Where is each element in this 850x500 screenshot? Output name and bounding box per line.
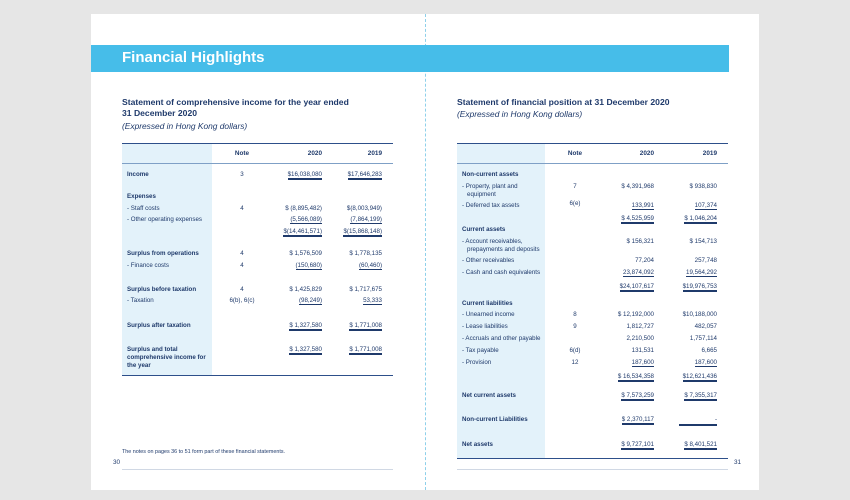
- row-label-receivables: - Account receivables, prepayments and deposits: [462, 238, 540, 253]
- row-label-current-assets: Current assets: [462, 226, 506, 233]
- page-footer-rule-right: [457, 469, 728, 470]
- income-2019: $17,646,283: [347, 171, 382, 178]
- provision-2019: 187,600: [694, 359, 717, 366]
- row-label-taxation: - Taxation: [127, 297, 154, 304]
- cl-total-2020: $ 16,534,358: [617, 373, 654, 380]
- note-surplus-before-tax: 4: [240, 286, 244, 293]
- row-label-finance-costs: - Finance costs: [127, 262, 169, 269]
- surplus-after-tax-2019: $ 1,771,008: [349, 322, 382, 329]
- page-title: Financial Highlights: [122, 49, 265, 66]
- expenses-total-2019: $(15,868,148): [343, 228, 382, 235]
- footnote: The notes on pages 36 to 51 form part of these financial statements.: [122, 449, 286, 455]
- note-tax-payable: 6(d): [569, 347, 581, 354]
- row-label-lease: - Lease liabilities: [462, 323, 508, 330]
- page-footer-rule-left: [122, 469, 393, 470]
- row-label-expenses: Expenses: [127, 193, 156, 200]
- ca-total-2019: $19,976,753: [682, 283, 717, 290]
- header-2019: 2019: [367, 150, 382, 157]
- row-label-current-liabilities: Current liabilities: [462, 300, 513, 307]
- note-staff-costs: 4: [240, 205, 244, 212]
- note-finance-costs: 4: [240, 262, 244, 269]
- page-number-left: 30: [113, 459, 121, 466]
- non-current-liabilities-2019: -: [671, 416, 717, 426]
- income-statement-table: [122, 143, 393, 376]
- row-label-unearned: - Unearned income: [462, 311, 515, 318]
- row-label-non-current-assets: Non-current assets: [462, 171, 519, 178]
- nca-total-2020: $ 4,525,959: [621, 215, 654, 222]
- row-label-ppe: - Property, plant and equipment: [462, 183, 518, 198]
- receivables-2020: $ 156,321: [626, 238, 654, 245]
- cl-total-2019: $12,621,436: [682, 373, 717, 380]
- income-2020: $16,038,080: [287, 171, 322, 178]
- row-label-accruals: - Accruals and other payable: [462, 335, 541, 342]
- row-label-provision: - Provision: [462, 359, 492, 366]
- deferred-tax-2019: 107,374: [694, 202, 717, 209]
- header-note: Note: [567, 150, 583, 157]
- provision-2020: 187,600: [631, 359, 654, 366]
- note-provision: 12: [571, 359, 579, 366]
- financial-position-subtitle: (Expressed in Hong Kong dollars): [457, 109, 583, 119]
- other-receivables-2019: 257,748: [694, 257, 717, 264]
- row-label-net-assets: Net assets: [462, 441, 493, 448]
- surplus-before-tax-2020: $ 1,425,829: [289, 286, 322, 293]
- row-label-net-current-assets: Net current assets: [462, 392, 516, 399]
- cash-2020: 23,874,092: [623, 269, 654, 276]
- header-2019: 2019: [702, 150, 717, 157]
- row-label-surplus-before-tax: Surplus before taxation: [127, 286, 197, 293]
- total-comprehensive-2020: $ 1,327,580: [289, 346, 322, 353]
- note-taxation: 6(b), 6(c): [229, 297, 255, 304]
- row-label-tax-payable: - Tax payable: [462, 347, 499, 354]
- tax-payable-2020: 131,531: [631, 347, 654, 354]
- tax-payable-2019: 6,665: [701, 347, 717, 354]
- row-label-total-comprehensive: Surplus and total comprehensive income for the year: [127, 346, 206, 369]
- nca-total-2019: $ 1,046,204: [684, 215, 717, 222]
- unearned-2019: $10,188,000: [682, 311, 717, 318]
- taxation-2020: (98,249): [298, 297, 322, 304]
- row-label-other-operating: - Other operating expenses: [127, 216, 202, 223]
- financial-position-title: Statement of financial position at 31 December 2020: [457, 97, 670, 107]
- ppe-2019: $ 938,830: [689, 183, 717, 190]
- header-note: Note: [234, 150, 250, 157]
- row-label-other-receivables: - Other receivables: [462, 257, 515, 264]
- total-comprehensive-2019: $ 1,771,008: [349, 346, 382, 353]
- accruals-2019: 1,757,114: [689, 335, 717, 342]
- receivables-2019: $ 154,713: [689, 238, 717, 245]
- note-income: 3: [240, 171, 244, 178]
- header-2020: 2020: [639, 150, 654, 157]
- deferred-tax-2020: 133,991: [631, 202, 654, 209]
- page-number-right: 31: [734, 459, 742, 466]
- ppe-2020: $ 4,391,968: [621, 183, 654, 190]
- income-statement-title: Statement of comprehensive income for the year ended 31 December 2020: [122, 97, 349, 118]
- page-fold-divider: [425, 14, 426, 490]
- surplus-operations-2019: $ 1,778,135: [349, 250, 382, 257]
- note-deferred-tax: 6(e): [569, 200, 581, 207]
- row-label-surplus-operations: Surplus from operations: [127, 250, 199, 257]
- lease-2020: 1,812,727: [626, 323, 654, 330]
- non-current-liabilities-2020: $ 2,370,117: [621, 416, 654, 423]
- note-unearned: 8: [573, 311, 577, 318]
- financial-position-table: [457, 143, 728, 459]
- net-assets-2019: $ 8,401,521: [684, 441, 717, 448]
- finance-costs-2019: (60,460): [358, 262, 382, 269]
- row-label-surplus-after-tax: Surplus after taxation: [127, 322, 191, 329]
- net-current-assets-2019: $ 7,355,317: [684, 392, 717, 399]
- income-statement-subtitle: (Expressed in Hong Kong dollars): [122, 121, 248, 131]
- other-operating-2020: (5,566,089): [290, 216, 322, 223]
- ca-total-2020: $24,107,617: [619, 283, 654, 290]
- row-label-non-current-liabilities: Non-current Liabilities: [462, 416, 528, 423]
- surplus-after-tax-2020: $ 1,327,580: [289, 322, 322, 329]
- surplus-operations-2020: $ 1,576,509: [289, 250, 322, 257]
- finance-costs-2020: (150,680): [295, 262, 322, 269]
- accruals-2020: 2,210,500: [626, 335, 654, 342]
- staff-costs-2020: $ (8,895,482): [285, 205, 322, 212]
- note-lease: 9: [573, 323, 577, 330]
- expenses-total-2020: $(14,461,571): [283, 228, 322, 235]
- header-2020: 2020: [307, 150, 322, 157]
- note-ppe: 7: [573, 183, 577, 190]
- row-label-cash: - Cash and cash equivalents: [462, 269, 541, 276]
- other-receivables-2020: 77,204: [635, 257, 654, 264]
- net-current-assets-2020: $ 7,573,259: [621, 392, 654, 399]
- note-surplus-operations: 4: [240, 250, 244, 257]
- taxation-2019: 53,333: [363, 297, 382, 304]
- staff-costs-2019: $(8,003,949): [346, 205, 382, 212]
- lease-2019: 482,057: [694, 323, 717, 330]
- net-assets-2020: $ 9,727,101: [621, 441, 654, 448]
- unearned-2020: $ 12,192,000: [617, 311, 654, 318]
- row-label-income: Income: [127, 171, 149, 178]
- row-label-deferred-tax: - Deferred tax assets: [462, 202, 520, 209]
- cash-2019: 19,564,292: [686, 269, 717, 276]
- surplus-before-tax-2019: $ 1,717,675: [349, 286, 382, 293]
- row-label-staff-costs: - Staff costs: [127, 205, 160, 212]
- other-operating-2019: (7,864,199): [350, 216, 382, 223]
